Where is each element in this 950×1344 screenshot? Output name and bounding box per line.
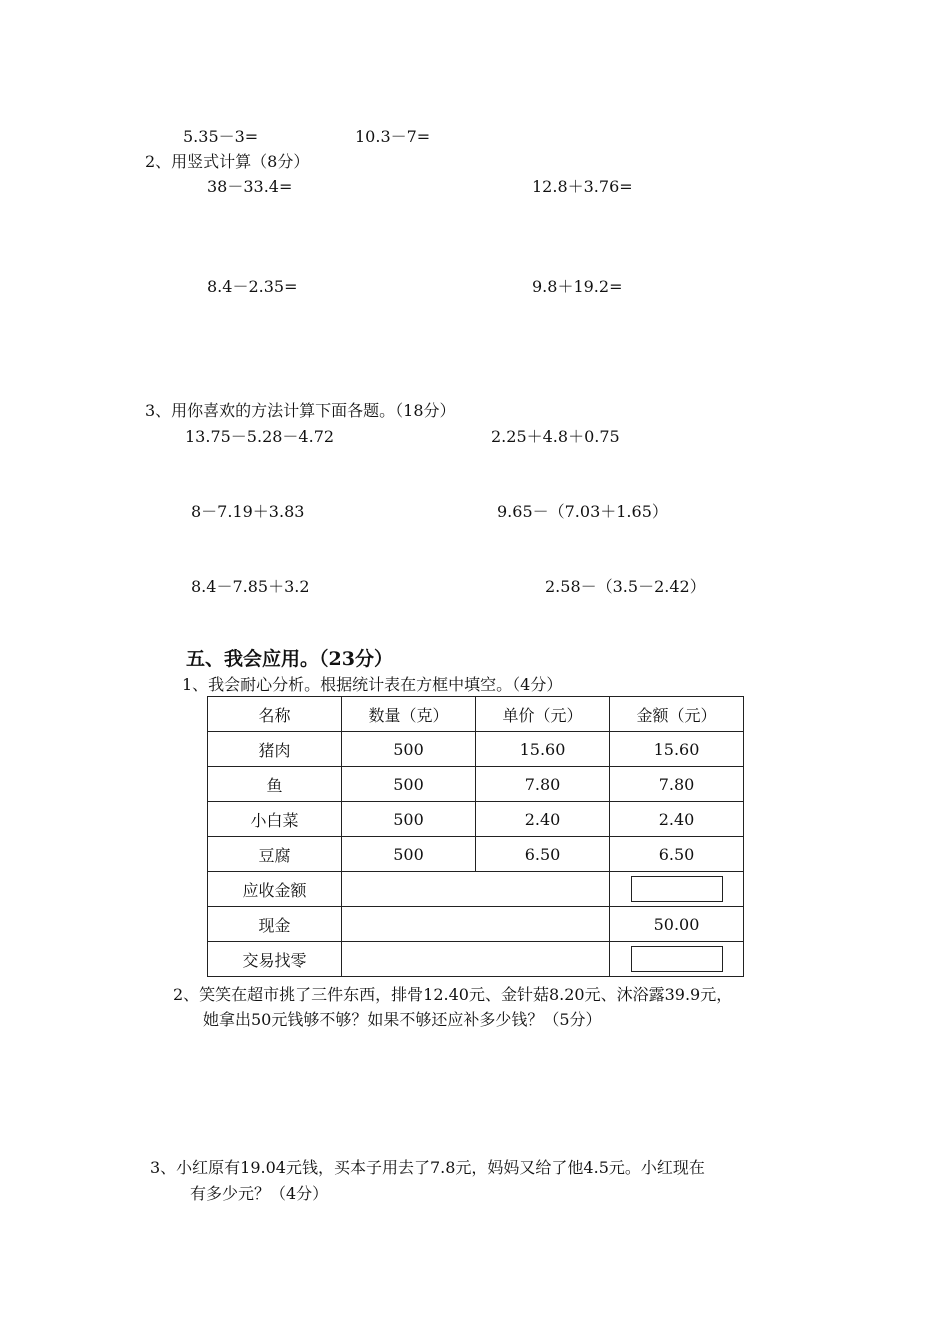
- table-cell: 猪肉: [208, 732, 342, 767]
- statistics-table: [207, 696, 744, 977]
- receivable-answer-box[interactable]: [631, 876, 723, 902]
- receivable-row: [208, 872, 744, 907]
- cash-value: 50.00: [610, 907, 744, 942]
- change-answer-box[interactable]: [631, 946, 723, 972]
- expression: 8－7.19＋3.83: [191, 502, 305, 521]
- table-cell: 2.40: [610, 802, 744, 837]
- question-text: 2、笑笑在超市挑了三件东西，排骨12.40元、金针菇8.20元、沐浴露39.9元，: [173, 985, 733, 1004]
- empty-cell: [342, 872, 610, 907]
- expression: 2.25＋4.8＋0.75: [491, 427, 620, 446]
- table-cell: 6.50: [476, 837, 610, 872]
- table-cell: 15.60: [476, 732, 610, 767]
- cash-row: [208, 907, 744, 942]
- change-label: 交易找零: [208, 942, 342, 977]
- table-cell: 500: [342, 732, 476, 767]
- change-answer-cell: [610, 942, 744, 977]
- question-text: 有多少元？（4分）: [190, 1184, 329, 1203]
- table-cell: 500: [342, 767, 476, 802]
- receivable-label: 应收金额: [208, 872, 342, 907]
- column-header: 金额（元）: [610, 697, 744, 732]
- question-title: 3、用你喜欢的方法计算下面各题。（18分）: [145, 401, 456, 420]
- expression: 13.75－5.28－4.72: [185, 427, 335, 446]
- question-text: 她拿出50元钱够不够？如果不够还应补多少钱？（5分）: [203, 1010, 602, 1029]
- question-text: 3、小红原有19.04元钱，买本子用去了7.8元，妈妈又给了他4.5元。小红现在: [150, 1158, 705, 1177]
- receivable-answer-cell: [610, 872, 744, 907]
- expression: 8.4－2.35=: [207, 277, 298, 296]
- table-cell: 2.40: [476, 802, 610, 837]
- table-cell: 500: [342, 837, 476, 872]
- column-header: 数量（克）: [342, 697, 476, 732]
- empty-cell: [342, 907, 610, 942]
- table-cell: 6.50: [610, 837, 744, 872]
- table-cell: 500: [342, 802, 476, 837]
- question-title: 2、用竖式计算（8分）: [145, 152, 310, 171]
- expression: 10.3－7=: [355, 127, 431, 146]
- table-cell: 小白菜: [208, 802, 342, 837]
- expression: 38－33.4=: [207, 177, 293, 196]
- change-row: [208, 942, 744, 977]
- table-cell: 鱼: [208, 767, 342, 802]
- table-row: [208, 837, 744, 872]
- expression: 9.8＋19.2=: [532, 277, 623, 296]
- section-heading: 五、我会应用。（23分）: [186, 648, 393, 670]
- table-cell: 豆腐: [208, 837, 342, 872]
- empty-cell: [342, 942, 610, 977]
- question-title: 1、我会耐心分析。根据统计表在方框中填空。（4分）: [182, 675, 563, 694]
- expression: 12.8＋3.76=: [532, 177, 633, 196]
- expression: 9.65－（7.03＋1.65）: [497, 502, 668, 521]
- table-header-row: [208, 697, 744, 732]
- expression: 2.58－（3.5－2.42）: [545, 577, 706, 596]
- expression: 8.4－7.85＋3.2: [191, 577, 310, 596]
- table-cell: 7.80: [610, 767, 744, 802]
- cash-label: 现金: [208, 907, 342, 942]
- column-header: 名称: [208, 697, 342, 732]
- table-row: [208, 732, 744, 767]
- expression: 5.35－3=: [183, 127, 259, 146]
- table-cell: 7.80: [476, 767, 610, 802]
- table-cell: 15.60: [610, 732, 744, 767]
- table-row: [208, 767, 744, 802]
- table-row: [208, 802, 744, 837]
- column-header: 单价（元）: [476, 697, 610, 732]
